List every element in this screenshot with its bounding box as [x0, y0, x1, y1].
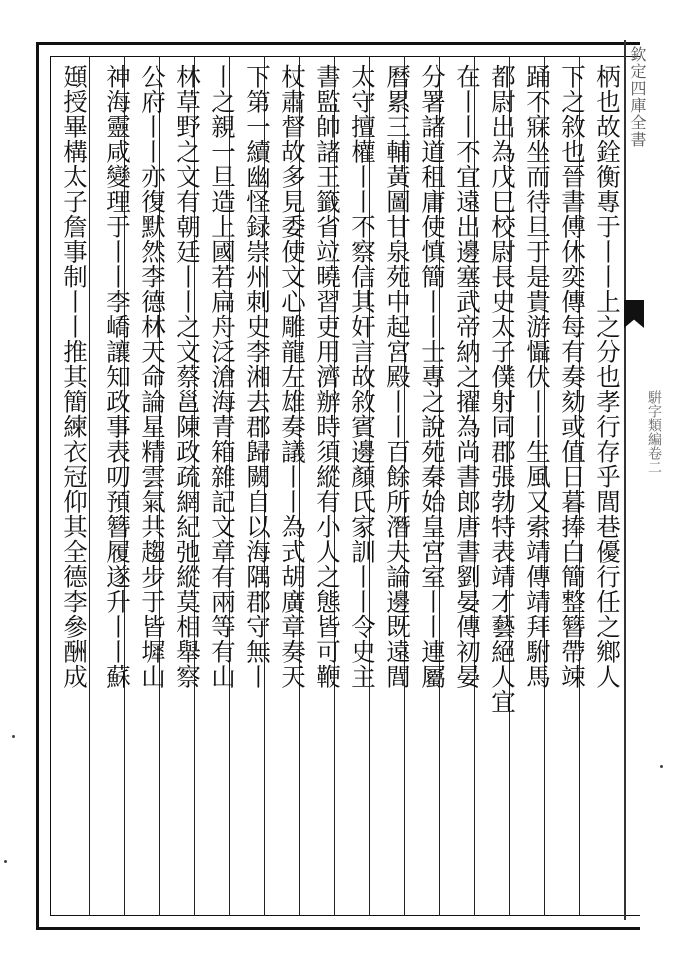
- fold-edge-line: [624, 40, 626, 920]
- text-column-1: 柄也故銓衡專于丨丨上之分也孝行存乎閭巷優行任之鄉人: [593, 64, 622, 689]
- text-column-9: 書監帥諸王籤省竝曉習吏用濟辦時須縱有小人之態皆可鞭: [313, 64, 342, 689]
- text-column-2: 下之敘也晉書傅休奕傳每有奏劾或值日暮捧白簡整簪帶竦: [558, 64, 587, 689]
- text-column-3: 踊不寐坐而待旦于是貴游懾伏丨丨生風又索靖傳靖拜駙馬: [523, 64, 552, 689]
- text-column-7: 曆累三輔黃圖甘泉苑中起宮殿丨丨百餘所潛夫論邊既遠閭: [383, 64, 412, 689]
- text-column-6: 分署諸道租庸使慎簡丨丨士專之說苑秦始皇宮室丨丨連屬: [418, 64, 447, 689]
- text-column-16: 頲授畢構太子詹事制丨丨推其簡練衣冠仰其全德李參酬成: [60, 64, 89, 689]
- text-column-5: 在丨丨不宜遠出邊塞武帝納之擢為尚書郎唐書劉晏傳初晏: [453, 64, 482, 689]
- text-column-8: 太守擅權丨丨不察信其奸言故敘賓邊顏氏家訓丨丨令史主: [348, 64, 377, 689]
- column-rule: [89, 56, 90, 916]
- text-column-15: 神海靈咸變理于丨丨李嶠讓知政事表叨預簪履遂升丨丨蘇: [103, 64, 132, 689]
- text-column-13: 林草野之文有朝廷丨丨之文蔡邕陳政疏網紀弛縱莫相舉察: [173, 64, 202, 689]
- scan-speck: [4, 860, 7, 863]
- text-column-4: 都尉出為戊巳校尉長史太子僕射同郡張勃特表靖才藝絕人宜: [488, 64, 517, 714]
- text-column-11: 下第一續幽怪録崇州刺史李湘去郡歸闕自以海隅郡守無丨: [243, 64, 272, 689]
- scan-speck: [12, 735, 15, 738]
- edge-title: 欽定四庫全書: [628, 46, 647, 148]
- text-column-14: 公府丨丨亦復默然李德林天命論星精雲氣共趨步于皆墀山: [138, 64, 167, 689]
- scan-speck: [660, 765, 663, 768]
- edge-subtitle: 騈字類編卷二: [646, 390, 662, 474]
- text-column-10: 杖肅督故多見委使文心雕龍左雄奏議丨丨為式胡廣章奏天: [278, 64, 307, 689]
- text-column-12: 丨之親一旦造上國若扁舟泛滄海青箱雜記文章有兩等有山: [208, 64, 237, 689]
